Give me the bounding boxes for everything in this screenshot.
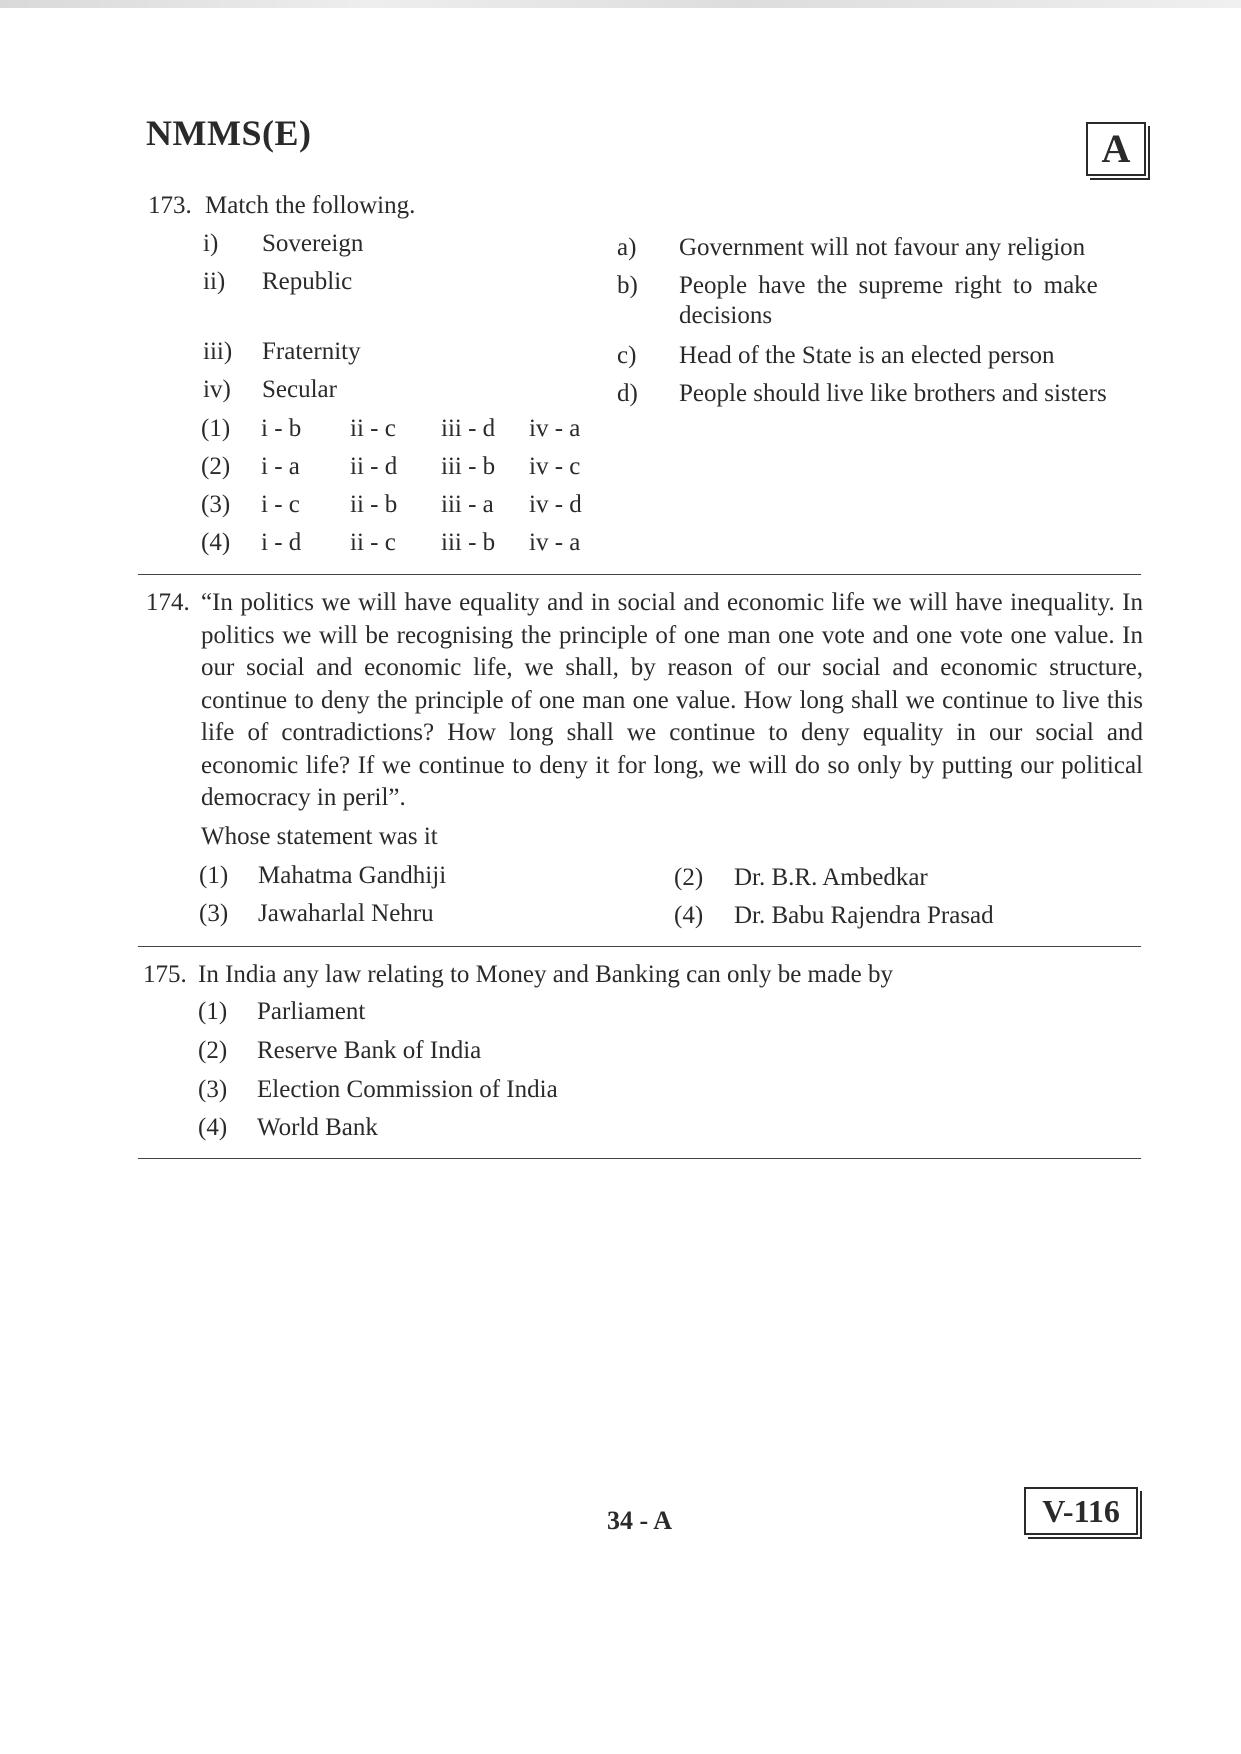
q173-option-num[interactable]: (2): [201, 453, 231, 480]
q173-option-cell: iii - b: [441, 453, 496, 480]
q173-option-cell: iv - a: [529, 415, 581, 442]
q173-right-text: People should live like brothers and sisters: [679, 380, 1107, 407]
q173-option-cell: iii - a: [441, 491, 494, 518]
page-number: 34 - A: [607, 1506, 672, 1535]
q173-option-cell: iii - d: [441, 415, 496, 442]
q173-left-label: iv): [203, 376, 231, 403]
q175-option-num[interactable]: (4): [198, 1114, 228, 1141]
q173-right-label: c): [617, 342, 637, 369]
q173-left-text: Republic: [262, 268, 353, 295]
q173-right-text: decisions: [679, 302, 773, 329]
q175-option-text[interactable]: Election Commission of India: [257, 1076, 558, 1103]
q173-right-text: Government will not favour any religion: [679, 234, 1086, 261]
q175-stem: In India any law relating to Money and Banking can only be made by: [198, 961, 893, 988]
q173-right-label: d): [617, 380, 638, 407]
divider: [138, 946, 1141, 947]
q174-option-num[interactable]: (2): [674, 864, 704, 891]
q173-option-num[interactable]: (1): [201, 415, 231, 442]
q175-option-text[interactable]: World Bank: [257, 1114, 378, 1141]
q173-option-cell: i - c: [261, 491, 300, 518]
q173-right-label: a): [617, 234, 637, 261]
q174-option-text[interactable]: Mahatma Gandhiji: [258, 862, 447, 889]
q173-number: 173.: [148, 192, 192, 219]
q173-left-label: i): [203, 230, 219, 257]
q173-option-cell: iii - b: [441, 529, 496, 556]
q173-option-cell: iv - d: [529, 491, 582, 518]
q174-option-num[interactable]: (3): [199, 900, 229, 927]
q173-right-text: People have the supreme right to make: [679, 272, 1098, 299]
q174-option-text[interactable]: Jawaharlal Nehru: [258, 900, 434, 927]
q175-option-num[interactable]: (2): [198, 1037, 228, 1064]
q175-option-text[interactable]: Parliament: [257, 998, 366, 1025]
q173-option-num[interactable]: (4): [201, 529, 231, 556]
divider: [138, 1158, 1141, 1159]
scan-edge: [0, 0, 1241, 8]
q173-option-cell: iv - c: [529, 453, 581, 480]
q174-option-text[interactable]: Dr. B.R. Ambedkar: [734, 864, 928, 891]
q174-statement: “In politics we will have equality and in social and economic life we will have inequality. In politics we will be recognising the principle of one man one vote and one vote one value. In our social and economic life, we shall, by reason of our social and economic structure, continue to deny the principle of one man one value. How long shall we continue to live this life of contradictions? How long shall we continue to deny equality in our social and economic life? If we continue to deny it for long, we will do so only by putting our political democracy in peril”.: [201, 589, 1143, 811]
q173-left-text: Sovereign: [262, 230, 364, 257]
q173-option-cell: i - d: [261, 529, 302, 556]
q175-option-num[interactable]: (3): [198, 1076, 228, 1103]
exam-code: NMMS(E): [146, 113, 312, 153]
q173-option-cell: ii - c: [350, 529, 396, 556]
q173-option-cell: i - b: [261, 415, 302, 442]
q173-left-label: iii): [203, 338, 233, 365]
q175-option-num[interactable]: (1): [198, 998, 228, 1025]
q173-left-text: Fraternity: [262, 338, 361, 365]
q174-question: Whose statement was it: [201, 823, 438, 850]
q174-number: 174.: [146, 589, 190, 616]
q173-option-cell: ii - c: [350, 415, 396, 442]
q174-option-num[interactable]: (1): [199, 862, 229, 889]
q173-right-text: Head of the State is an elected person: [679, 342, 1055, 369]
q173-stem: Match the following.: [205, 192, 416, 219]
q175-number: 175.: [143, 961, 187, 988]
q173-option-num[interactable]: (3): [201, 491, 231, 518]
q174-option-num[interactable]: (4): [674, 902, 704, 929]
q175-option-text[interactable]: Reserve Bank of India: [257, 1037, 482, 1064]
q173-left-label: ii): [203, 268, 226, 295]
q173-option-cell: ii - b: [350, 491, 398, 518]
paper-code-box: V-116: [1024, 1487, 1138, 1535]
q173-option-cell: ii - d: [350, 453, 398, 480]
set-label-box: A: [1086, 122, 1146, 176]
divider: [138, 574, 1141, 575]
q173-left-text: Secular: [262, 376, 337, 403]
q173-right-label: b): [617, 272, 638, 299]
q173-option-cell: iv - a: [529, 529, 581, 556]
q173-option-cell: i - a: [261, 453, 300, 480]
q174-option-text[interactable]: Dr. Babu Rajendra Prasad: [734, 902, 994, 929]
